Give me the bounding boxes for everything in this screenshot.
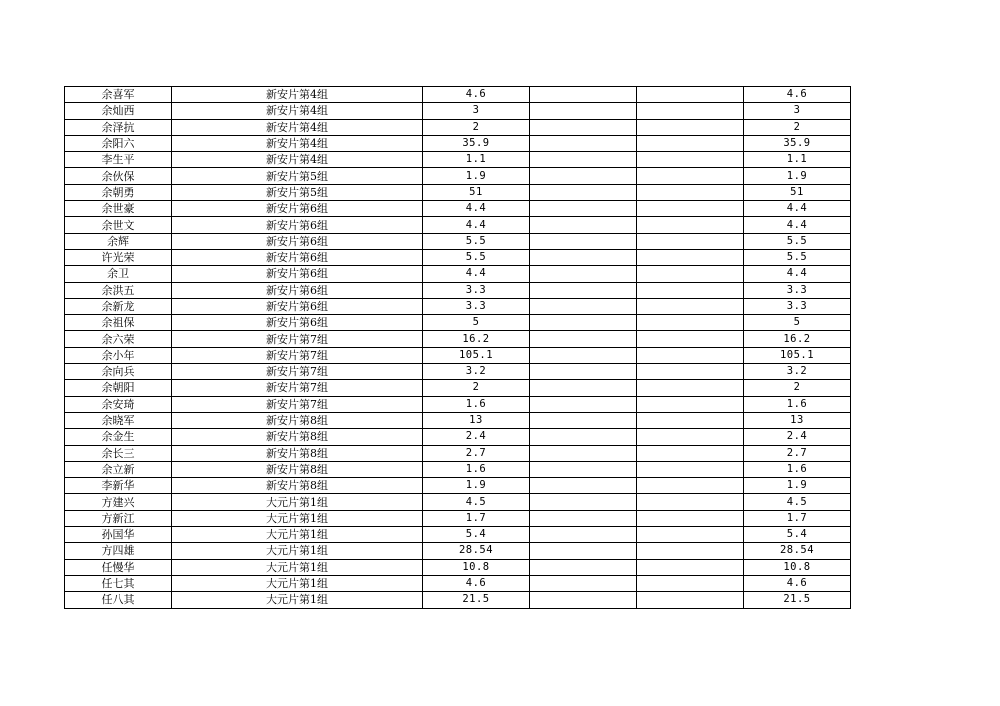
empty-cell[interactable]	[530, 592, 637, 608]
total-cell[interactable]: 2	[744, 119, 851, 135]
group-cell[interactable]: 大元片第1组	[172, 543, 423, 559]
empty-cell[interactable]	[637, 396, 744, 412]
empty-cell[interactable]	[637, 347, 744, 363]
group-cell[interactable]: 新安片第7组	[172, 364, 423, 380]
empty-cell[interactable]	[637, 575, 744, 591]
area-cell[interactable]: 1.6	[423, 396, 530, 412]
name-cell[interactable]: 李生平	[65, 152, 172, 168]
data-table	[64, 86, 851, 609]
area-cell[interactable]: 4.4	[423, 217, 530, 233]
empty-cell[interactable]	[530, 298, 637, 314]
empty-cell[interactable]	[530, 152, 637, 168]
table-row	[65, 217, 851, 233]
empty-cell[interactable]	[530, 412, 637, 428]
empty-cell[interactable]	[637, 364, 744, 380]
empty-cell[interactable]	[530, 168, 637, 184]
empty-cell[interactable]	[530, 347, 637, 363]
group-cell[interactable]: 新安片第7组	[172, 380, 423, 396]
total-cell[interactable]: 5.5	[744, 233, 851, 249]
empty-cell[interactable]	[637, 494, 744, 510]
total-cell[interactable]: 105.1	[744, 347, 851, 363]
table-row	[65, 494, 851, 510]
empty-cell[interactable]	[637, 168, 744, 184]
area-cell[interactable]: 16.2	[423, 331, 530, 347]
area-cell[interactable]: 1.9	[423, 168, 530, 184]
table-row	[65, 266, 851, 282]
empty-cell[interactable]	[637, 233, 744, 249]
name-cell[interactable]: 方建兴	[65, 494, 172, 510]
total-cell[interactable]: 4.6	[744, 575, 851, 591]
name-cell[interactable]: 余阳六	[65, 135, 172, 151]
empty-cell[interactable]	[530, 331, 637, 347]
table-row	[65, 233, 851, 249]
empty-cell[interactable]	[530, 201, 637, 217]
empty-cell[interactable]	[637, 527, 744, 543]
total-cell[interactable]: 3	[744, 103, 851, 119]
area-cell[interactable]: 3.3	[423, 298, 530, 314]
area-cell[interactable]: 105.1	[423, 347, 530, 363]
group-cell[interactable]: 新安片第6组	[172, 282, 423, 298]
group-cell[interactable]: 新安片第8组	[172, 445, 423, 461]
table-row	[65, 87, 851, 103]
area-cell[interactable]: 4.6	[423, 575, 530, 591]
empty-cell[interactable]	[530, 249, 637, 265]
total-cell[interactable]: 2	[744, 380, 851, 396]
empty-cell[interactable]	[637, 201, 744, 217]
total-cell[interactable]: 16.2	[744, 331, 851, 347]
group-cell[interactable]: 大元片第1组	[172, 510, 423, 526]
table-body	[65, 87, 851, 609]
empty-cell[interactable]	[637, 152, 744, 168]
empty-cell[interactable]	[637, 119, 744, 135]
total-cell[interactable]: 10.8	[744, 559, 851, 575]
empty-cell[interactable]	[637, 461, 744, 477]
empty-cell[interactable]	[637, 478, 744, 494]
area-cell[interactable]: 2.7	[423, 445, 530, 461]
empty-cell[interactable]	[637, 429, 744, 445]
name-cell[interactable]: 余新龙	[65, 298, 172, 314]
name-cell[interactable]: 余晓军	[65, 412, 172, 428]
empty-cell[interactable]	[530, 315, 637, 331]
group-cell[interactable]: 新安片第7组	[172, 331, 423, 347]
area-cell[interactable]: 5.5	[423, 249, 530, 265]
name-cell[interactable]: 任慢华	[65, 559, 172, 575]
total-cell[interactable]: 2.4	[744, 429, 851, 445]
name-cell[interactable]: 余安琦	[65, 396, 172, 412]
group-cell[interactable]: 新安片第5组	[172, 184, 423, 200]
table-row	[65, 445, 851, 461]
group-cell[interactable]: 新安片第6组	[172, 201, 423, 217]
group-cell[interactable]: 新安片第4组	[172, 119, 423, 135]
empty-cell[interactable]	[530, 87, 637, 103]
total-cell[interactable]: 5.5	[744, 249, 851, 265]
group-cell[interactable]: 大元片第1组	[172, 527, 423, 543]
empty-cell[interactable]	[530, 461, 637, 477]
table-row	[65, 315, 851, 331]
name-cell[interactable]: 余六荣	[65, 331, 172, 347]
table-row	[65, 364, 851, 380]
group-cell[interactable]: 新安片第5组	[172, 168, 423, 184]
total-cell[interactable]: 1.1	[744, 152, 851, 168]
total-cell[interactable]: 4.4	[744, 266, 851, 282]
empty-cell[interactable]	[530, 233, 637, 249]
table-row	[65, 184, 851, 200]
empty-cell[interactable]	[637, 282, 744, 298]
name-cell[interactable]: 余世文	[65, 217, 172, 233]
area-cell[interactable]: 35.9	[423, 135, 530, 151]
empty-cell[interactable]	[530, 103, 637, 119]
empty-cell[interactable]	[530, 184, 637, 200]
empty-cell[interactable]	[637, 592, 744, 608]
name-cell[interactable]: 余长三	[65, 445, 172, 461]
empty-cell[interactable]	[637, 559, 744, 575]
empty-cell[interactable]	[637, 266, 744, 282]
empty-cell[interactable]	[637, 412, 744, 428]
area-cell[interactable]: 51	[423, 184, 530, 200]
name-cell[interactable]: 余泽抗	[65, 119, 172, 135]
area-cell[interactable]: 2	[423, 119, 530, 135]
total-cell[interactable]: 4.4	[744, 201, 851, 217]
area-cell[interactable]: 2.4	[423, 429, 530, 445]
empty-cell[interactable]	[637, 103, 744, 119]
total-cell[interactable]: 35.9	[744, 135, 851, 151]
empty-cell[interactable]	[530, 527, 637, 543]
empty-cell[interactable]	[530, 543, 637, 559]
area-cell[interactable]: 4.4	[423, 201, 530, 217]
table-row	[65, 527, 851, 543]
empty-cell[interactable]	[637, 298, 744, 314]
table-row	[65, 396, 851, 412]
empty-cell[interactable]	[530, 266, 637, 282]
total-cell[interactable]: 4.4	[744, 217, 851, 233]
name-cell[interactable]: 许光荣	[65, 249, 172, 265]
area-cell[interactable]: 3.3	[423, 282, 530, 298]
area-cell[interactable]: 21.5	[423, 592, 530, 608]
group-cell[interactable]: 新安片第7组	[172, 347, 423, 363]
group-cell[interactable]: 新安片第6组	[172, 249, 423, 265]
table-row	[65, 559, 851, 575]
total-cell[interactable]: 5.4	[744, 527, 851, 543]
empty-cell[interactable]	[637, 135, 744, 151]
name-cell[interactable]: 方新江	[65, 510, 172, 526]
total-cell[interactable]: 13	[744, 412, 851, 428]
area-cell[interactable]: 5	[423, 315, 530, 331]
name-cell[interactable]: 孙国华	[65, 527, 172, 543]
table-row	[65, 249, 851, 265]
name-cell[interactable]: 余金生	[65, 429, 172, 445]
group-cell[interactable]: 新安片第6组	[172, 315, 423, 331]
name-cell[interactable]: 余洪五	[65, 282, 172, 298]
group-cell[interactable]: 新安片第4组	[172, 103, 423, 119]
table-row	[65, 429, 851, 445]
total-cell[interactable]: 5	[744, 315, 851, 331]
area-cell[interactable]: 1.7	[423, 510, 530, 526]
empty-cell[interactable]	[530, 135, 637, 151]
table-row	[65, 575, 851, 591]
empty-cell[interactable]	[637, 87, 744, 103]
table-row	[65, 135, 851, 151]
empty-cell[interactable]	[530, 396, 637, 412]
area-cell[interactable]: 1.6	[423, 461, 530, 477]
table-row	[65, 380, 851, 396]
total-cell[interactable]: 1.9	[744, 478, 851, 494]
table-row	[65, 347, 851, 363]
group-cell[interactable]: 新安片第8组	[172, 429, 423, 445]
table-row	[65, 168, 851, 184]
group-cell[interactable]: 新安片第6组	[172, 217, 423, 233]
group-cell[interactable]: 新安片第8组	[172, 461, 423, 477]
area-cell[interactable]: 5.5	[423, 233, 530, 249]
table-row	[65, 412, 851, 428]
area-cell[interactable]: 13	[423, 412, 530, 428]
name-cell[interactable]: 余朝勇	[65, 184, 172, 200]
table-row	[65, 103, 851, 119]
total-cell[interactable]: 21.5	[744, 592, 851, 608]
total-cell[interactable]: 1.6	[744, 396, 851, 412]
empty-cell[interactable]	[530, 559, 637, 575]
name-cell[interactable]: 余小年	[65, 347, 172, 363]
empty-cell[interactable]	[530, 494, 637, 510]
name-cell[interactable]: 余伙保	[65, 168, 172, 184]
table-row	[65, 461, 851, 477]
name-cell[interactable]: 任八其	[65, 592, 172, 608]
group-cell[interactable]: 大元片第1组	[172, 559, 423, 575]
area-cell[interactable]: 5.4	[423, 527, 530, 543]
area-cell[interactable]: 4.6	[423, 87, 530, 103]
group-cell[interactable]: 大元片第1组	[172, 575, 423, 591]
name-cell[interactable]: 余祖保	[65, 315, 172, 331]
spreadsheet-page	[64, 86, 850, 609]
area-cell[interactable]: 3	[423, 103, 530, 119]
table-row	[65, 282, 851, 298]
name-cell[interactable]: 李新华	[65, 478, 172, 494]
name-cell[interactable]: 余喜军	[65, 87, 172, 103]
group-cell[interactable]: 新安片第6组	[172, 233, 423, 249]
empty-cell[interactable]	[530, 429, 637, 445]
total-cell[interactable]: 28.54	[744, 543, 851, 559]
total-cell[interactable]: 4.5	[744, 494, 851, 510]
area-cell[interactable]: 3.2	[423, 364, 530, 380]
empty-cell[interactable]	[637, 249, 744, 265]
group-cell[interactable]: 新安片第4组	[172, 135, 423, 151]
empty-cell[interactable]	[637, 445, 744, 461]
area-cell[interactable]: 4.5	[423, 494, 530, 510]
total-cell[interactable]: 1.7	[744, 510, 851, 526]
group-cell[interactable]: 新安片第6组	[172, 266, 423, 282]
group-cell[interactable]: 新安片第6组	[172, 298, 423, 314]
group-cell[interactable]: 新安片第4组	[172, 152, 423, 168]
empty-cell[interactable]	[530, 510, 637, 526]
empty-cell[interactable]	[637, 315, 744, 331]
area-cell[interactable]: 4.4	[423, 266, 530, 282]
total-cell[interactable]: 3.3	[744, 282, 851, 298]
name-cell[interactable]: 任七其	[65, 575, 172, 591]
empty-cell[interactable]	[530, 445, 637, 461]
empty-cell[interactable]	[530, 575, 637, 591]
table-row	[65, 510, 851, 526]
table-row	[65, 478, 851, 494]
total-cell[interactable]: 2.7	[744, 445, 851, 461]
group-cell[interactable]: 新安片第7组	[172, 396, 423, 412]
area-cell[interactable]: 28.54	[423, 543, 530, 559]
empty-cell[interactable]	[530, 380, 637, 396]
name-cell[interactable]: 余辉	[65, 233, 172, 249]
table-row	[65, 543, 851, 559]
table-row	[65, 119, 851, 135]
table-row	[65, 152, 851, 168]
name-cell[interactable]: 余世豪	[65, 201, 172, 217]
name-cell[interactable]: 方四雄	[65, 543, 172, 559]
name-cell[interactable]: 余灿西	[65, 103, 172, 119]
empty-cell[interactable]	[637, 217, 744, 233]
empty-cell[interactable]	[637, 331, 744, 347]
name-cell[interactable]: 余朝阳	[65, 380, 172, 396]
total-cell[interactable]: 3.3	[744, 298, 851, 314]
group-cell[interactable]: 新安片第8组	[172, 412, 423, 428]
empty-cell[interactable]	[530, 282, 637, 298]
table-row	[65, 201, 851, 217]
empty-cell[interactable]	[637, 510, 744, 526]
total-cell[interactable]: 1.6	[744, 461, 851, 477]
empty-cell[interactable]	[637, 380, 744, 396]
empty-cell[interactable]	[530, 364, 637, 380]
empty-cell[interactable]	[637, 543, 744, 559]
name-cell[interactable]: 余立新	[65, 461, 172, 477]
total-cell[interactable]: 51	[744, 184, 851, 200]
group-cell[interactable]: 新安片第8组	[172, 478, 423, 494]
area-cell[interactable]: 1.1	[423, 152, 530, 168]
empty-cell[interactable]	[637, 184, 744, 200]
name-cell[interactable]: 余卫	[65, 266, 172, 282]
total-cell[interactable]: 1.9	[744, 168, 851, 184]
table-row	[65, 331, 851, 347]
group-cell[interactable]: 大元片第1组	[172, 494, 423, 510]
group-cell[interactable]: 大元片第1组	[172, 592, 423, 608]
group-cell[interactable]: 新安片第4组	[172, 87, 423, 103]
table-row	[65, 298, 851, 314]
empty-cell[interactable]	[530, 217, 637, 233]
empty-cell[interactable]	[530, 119, 637, 135]
name-cell[interactable]: 余向兵	[65, 364, 172, 380]
total-cell[interactable]: 3.2	[744, 364, 851, 380]
area-cell[interactable]: 2	[423, 380, 530, 396]
area-cell[interactable]: 10.8	[423, 559, 530, 575]
area-cell[interactable]: 1.9	[423, 478, 530, 494]
empty-cell[interactable]	[530, 478, 637, 494]
table-row	[65, 592, 851, 608]
total-cell[interactable]: 4.6	[744, 87, 851, 103]
